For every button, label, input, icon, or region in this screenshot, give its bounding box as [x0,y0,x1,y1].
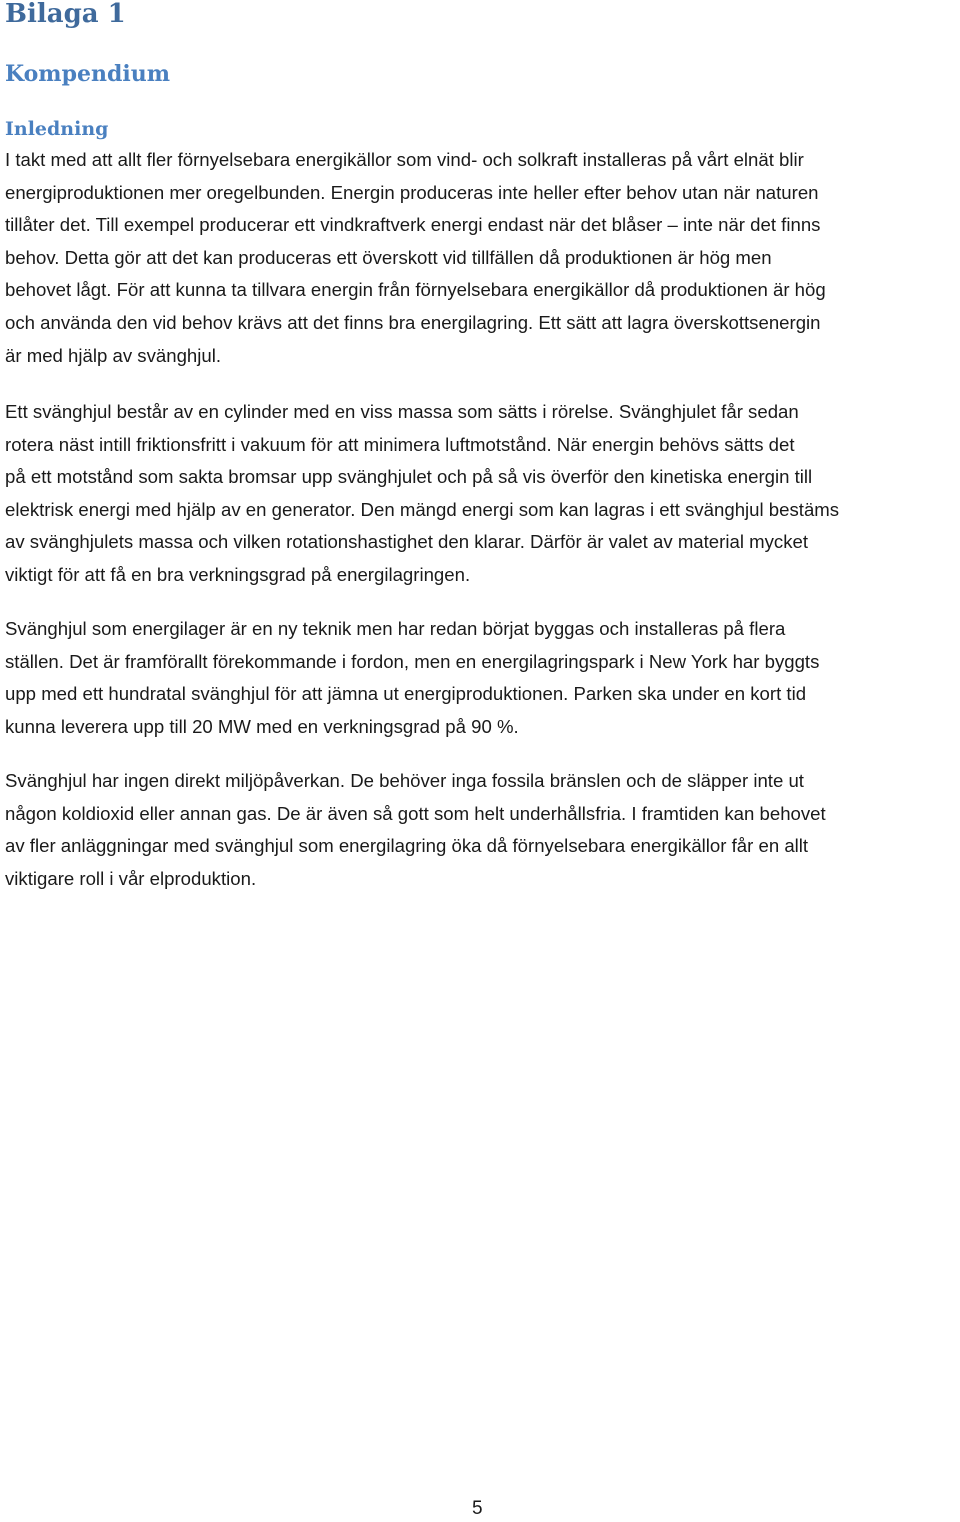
text-line: behov. Detta gör att det kan produceras ett överskott vid tillfällen då produktionen är hög men [5,246,772,268]
paragraph-environment [5,765,957,895]
text-line: viktigare roll i vår elproduktion. [5,867,257,889]
text-line: någon koldioxid eller annan gas. De är även så gott som helt underhållsfria. I framtiden kan behovet [5,802,826,824]
text-line: Svänghjul som energilager är en ny teknik men har redan börjat byggas och installeras på flera [5,618,786,639]
text-line: rotera näst intill friktionsfritt i vakuum för att minimera luftmotstånd. När energin behövs sätts det [5,433,795,455]
text-line: upp med ett hundratal svänghjul för att jämna ut energiproduktionen. Parken ska under en kort tid [5,683,807,705]
section-heading: Kompendium [5,61,170,87]
page-number: 5 [472,1498,483,1519]
text-line: av svänghjulets massa och vilken rotationshastighet den klarar. Därför är valet av material mycket [5,531,808,553]
text-line: viktigt för att få en bra verkningsgrad på energilagringen. [5,563,471,585]
text-line: elektrisk energi med hjälp av en generator. Den mängd energi som kan lagras i ett svänghjul bestäms [5,498,840,520]
text-line: Ett svänghjul består av en cylinder med en viss massa som sätts i rörelse. Svänghjulet får sedan [5,401,799,422]
text-line: och använda den vid behov krävs att det finns bra energilagring. Ett sätt att lagra överskottsenergin [5,311,821,333]
text-line: Svänghjul har ingen direkt miljöpåverkan. De behöver inga fossila bränslen och de släpper inte ut [5,770,804,791]
text-line: behovet lågt. För att kunna ta tillvara energin från förnyelsebara energikällor då produktionen är hög [5,279,826,301]
text-line: ställen. Det är framförallt förekommande i fordon, men en energilagringspark i New York har byggts [5,650,820,672]
text-line: på ett motstånd som sakta bromsar upp svänghjulet och på så vis överför den kinetiska energin till [5,466,813,488]
subsection-heading: Inledning [5,118,109,140]
text-line: är med hjälp av svänghjul. [5,344,222,366]
text-line: kunna leverera upp till 20 MW med en verkningsgrad på 90 %. [5,715,519,737]
text-line: tillåter det. Till exempel producerar ett vindkraftverk energi endast när det blåser – inte när det finns [5,214,821,236]
paragraph-flywheel-description [5,396,957,592]
page-title: Bilaga 1 [5,0,126,29]
text-line: I takt med att allt fler förnyelsebara energikällor som vind- och solkraft installeras på vårt elnät blir [5,149,804,170]
paragraph-flywheel-usage [5,613,957,743]
text-line: av fler anläggningar med svänghjul som energilagring öka då förnyelsebara energikällor får en allt [5,835,809,857]
paragraph-intro [5,144,957,372]
text-line: energiproduktionen mer oregelbunden. Energin produceras inte heller efter behov utan när naturen [5,181,819,203]
